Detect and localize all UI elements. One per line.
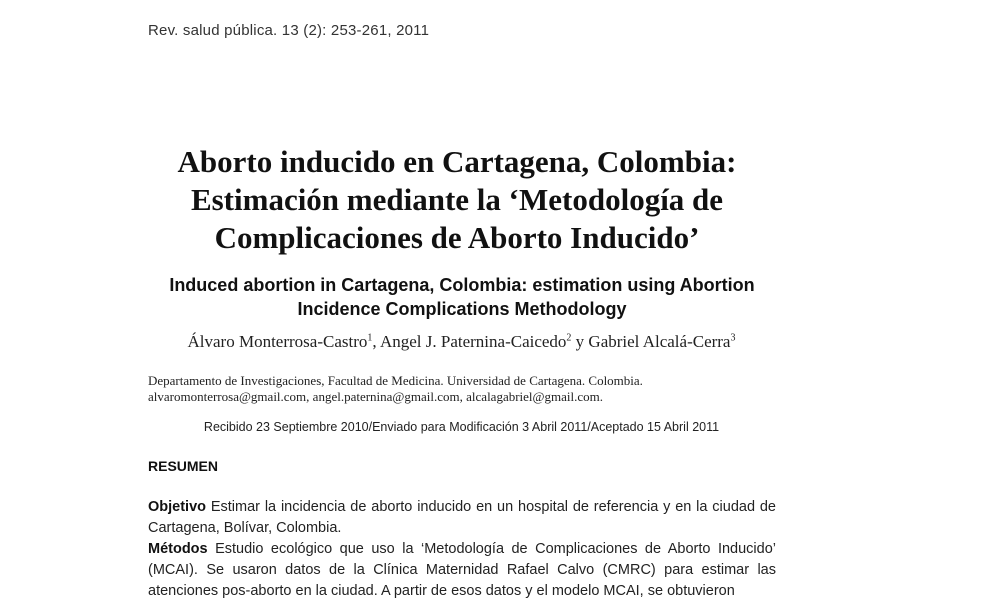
title-en-line-2: Incidence Complications Methodology: [297, 299, 627, 319]
title-en-line-1: Induced abortion in Cartagena, Colombia: estimation using Abortion: [169, 275, 755, 295]
submission-dates: Recibido 23 Septiembre 2010/Enviado para Modificación 3 Abril 2011/Aceptado 15 Abril 2011: [203, 420, 720, 434]
author-separator: y: [571, 332, 589, 351]
author-name: Gabriel Alcalá-Cerra: [588, 332, 731, 351]
methods-label: Métodos: [148, 541, 208, 557]
author-separator: ,: [372, 332, 380, 351]
title-es-line-2: Estimación mediante la ‘Metodología de: [190, 182, 724, 217]
title-es-line-3: Complicaciones de Aborto Inducido’: [214, 220, 700, 255]
author-affiliation-mark: 1: [367, 332, 373, 344]
abstract-methods: [148, 539, 776, 602]
author-name: Angel J. Paternina-Caicedo: [379, 332, 567, 351]
abstract-objective: [148, 497, 776, 539]
author-list: [100, 332, 823, 352]
author-emails: alvaromonterrosa@gmail.com, angel.paternina@gmail.com, alcalagabriel@gmail.com.: [148, 389, 603, 404]
abstract-body: [148, 497, 776, 602]
title-es-line-1: Aborto inducido en Cartagena, Colombia:: [177, 144, 737, 179]
affiliation-line: Departamento de Investigaciones, Facultad de Medicina. Universidad de Cartagena. Colombia.: [148, 373, 643, 388]
article-title-spanish: [100, 143, 814, 257]
author-affiliation-mark: 3: [730, 332, 736, 344]
author-affiliation-mark: 2: [566, 332, 572, 344]
objective-label: Objetivo: [148, 499, 207, 515]
objective-text: Estimar la incidencia de aborto inducido en un hospital de referencia y en la ciudad de Cartagena, Bolívar, Colombia.: [148, 499, 776, 536]
affiliation-block: [148, 373, 776, 405]
abstract-heading: RESUMEN: [148, 458, 219, 474]
article-title-english: [120, 273, 804, 321]
author-name: Álvaro Monterrosa-Castro: [187, 332, 368, 351]
journal-reference: Rev. salud pública. 13 (2): 253-261, 2011: [148, 22, 430, 39]
methods-text: Estudio ecológico que uso la ‘Metodología de Complicaciones de Aborto Inducido’ (MCAI). Se usaron datos de la Clínica Maternidad Rafael Calvo (CMRC) para estimar las atenciones pos-aborto en la ciudad. A partir de esos datos y el modelo MCAI, se obtuvieron: [148, 541, 776, 599]
